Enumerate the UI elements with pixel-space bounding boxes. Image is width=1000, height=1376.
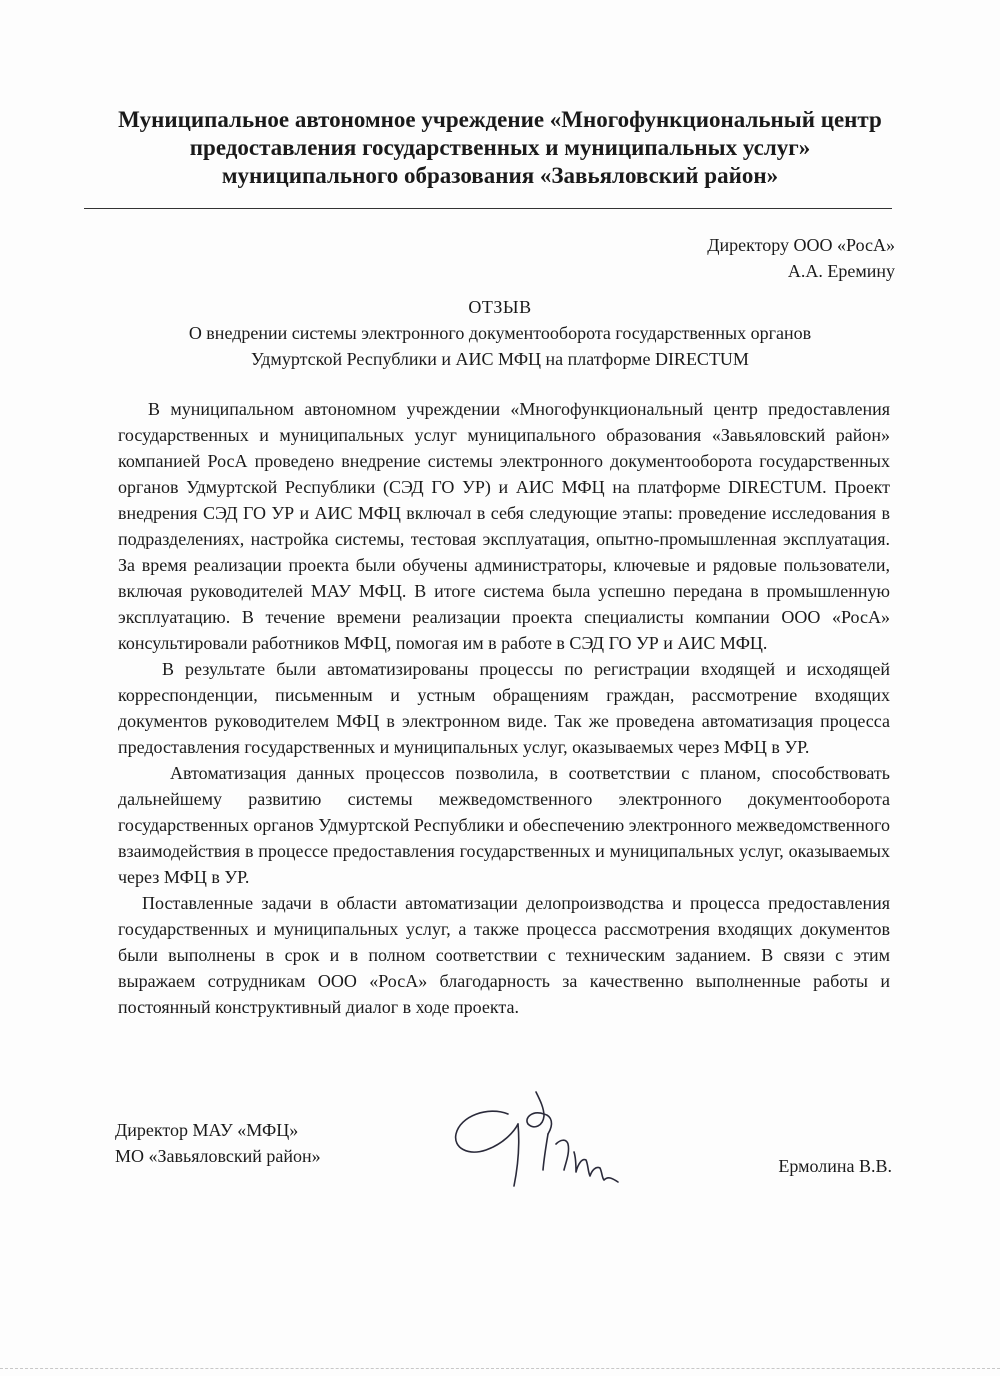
- document-body: [118, 396, 890, 1020]
- header-divider: [84, 208, 892, 209]
- document-subtitle-line-1: О внедрении системы электронного документооборота государственных органов: [188, 323, 812, 343]
- signatory-position: [115, 1117, 321, 1169]
- body-paragraph: В муниципальном автономном учреждении «Многофункциональный центр предоставления государственных и муниципальных услуг муниципального образования «Завьяловский район» компанией РосА проведено внедрение системы электронного документооборота государственных органов Удмуртской Республики (СЭД ГО УР) и АИС МФЦ на платформе DIRECTUM. Проект внедрения СЭД ГО УР и АИС МФЦ включал в себя следующие этапы: проведение исследования в подразделениях, настройка системы, тестовая эксплуатация, опытно-промышленная эксплуатация. За время реализации проекта были обучены администраторы, ключевые и рядовые пользователи, включая руководителей МАУ МФЦ. В итоге система была успешно передана в промышленную эксплуатацию. В течение времени реализации проекта специалисты компании ООО «РосА» консультировали работников МФЦ, помогая им в работе в СЭД ГО УР и АИС МФЦ.: [118, 399, 890, 653]
- document-subtitle-line-2: Удмуртской Республики и АИС МФЦ на платформе DIRECTUM: [251, 349, 749, 369]
- body-paragraph: Поставленные задачи в области автоматизации делопроизводства и процесса предоставления государственных и муниципальных услуг, а также процесса рассмотрения входящих документов были выполнены в срок и в полном соответствии с техническим заданием. В связи с этим выражаем сотрудникам ООО «РосА» благодарность за качественно выполненные работы и постоянный конструктивный диалог в ходе проекта.: [118, 893, 890, 1017]
- signatory-position-line-2: МО «Завьяловский район»: [115, 1146, 321, 1166]
- document-title-block: [100, 294, 900, 372]
- header-line-3: муниципального образования «Завьяловский район»: [221, 163, 779, 188]
- signatory-name: Ермолина В.В.: [778, 1156, 892, 1176]
- header-line-1: Муниципальное автономное учреждение «Многофункциональный центр: [118, 107, 882, 132]
- addressee-line-1: Директору ООО «РосА»: [707, 235, 895, 255]
- addressee-line-2: А.А. Еремину: [787, 261, 895, 281]
- handwritten-signature-icon: [448, 1086, 638, 1196]
- page-bottom-edge: [0, 1368, 1000, 1369]
- signatory-position-line-1: Директор МАУ «МФЦ»: [115, 1120, 299, 1140]
- organization-header: [100, 106, 900, 190]
- body-paragraph: Автоматизация данных процессов позволила, в соответствии с планом, способствовать дальнейшему развитию системы межведомственного электронного документооборота государственных органов Удмуртской Республики и обеспечению электронного межведомственного взаимодействия в процессе предоставления государственных и муниципальных услуг, оказываемых через МФЦ в УР.: [118, 763, 890, 887]
- document-title: ОТЗЫВ: [468, 297, 532, 317]
- addressee-block: [707, 232, 895, 284]
- body-paragraph: В результате были автоматизированы процессы по регистрации входящей и исходящей корреспонденции, письменным и устным обращениям граждан, рассмотрение входящих документов руководителем МФЦ в электронном виде. Так же проведена автоматизация процесса предоставления государственных и муниципальных услуг, оказываемых через МФЦ в УР.: [118, 659, 890, 757]
- header-line-2: предоставления государственных и муниципальных услуг»: [189, 135, 811, 160]
